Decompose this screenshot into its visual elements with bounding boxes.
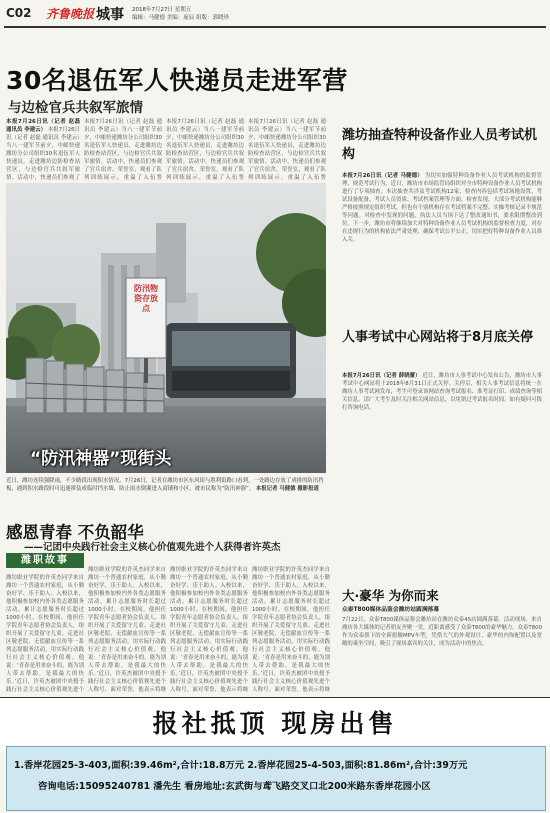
right-headline-1: 潍坊抽查特种设备作业人员考试机构 (342, 128, 538, 162)
feature-col-3: 潍坊职业学院的许英杰同学来自潍坊一个普通农村家庭，从小勤奋好学、乐于助人。入校以来，他积极参加校内外各类志愿服务活动，累计志愿服务时长超过1000小时。在校期间，他担任学院青年志愿者协会负责人，组织开展了关爱留守儿童、走进社区敬老院、无偿献血宣传等一系列志愿服务活动，用实际行动践行社会主义核心价值观。他说：‘青春是用来奋斗的，能为别人带去帮助，是我最大的快乐。’近日，许英杰被团中央授予践行社会主义核心价值观先进个人称号。面对荣誉，他表示将继 (170, 567, 248, 692)
feature-title: 感恩青春 不负韶华 (6, 523, 144, 542)
photo-caption-text: 近日，潍坊连续强降雨，不少路段出现积水情况。7月26日，记者在潍坊市区东风街与胜利街路口看到，一处路边存放了成排的防汛挡板，遇到积水路段时可迅速拼装成临时挡水墙，防止雨水倒灌进入商铺和小区，被市民称为“防汛神器”。 (6, 478, 324, 492)
right-story-1-body (342, 172, 542, 322)
news-photo (6, 183, 326, 473)
right-story-1-byline: 本报7月26日讯（记者 马健德） (342, 173, 423, 179)
main-body: 本报7月26日讯（记者 赵磊 通讯员 李建云）当八一建军节前夕，中邮快递潍坊分公司组织30名退伍军人快递员，走进潍坊边防检查站营区，与边检官兵共叙军旅情。活动中，快递员们参观了官兵宿舍、荣誉室，观看了队列训练展示，重温了入伍誓 (248, 119, 326, 180)
right-headline-2: 人事考试中心网站将于8月底关停 (342, 330, 534, 345)
page-number: C02 (6, 6, 32, 20)
right-story-3-body: 7月22日，众泰T800媒体品鉴会潍坊站在潍坊众泰4S店圆满落幕。活动现场，来自潍坊各大媒体的记者朋友齐聚一堂，近距离感受了众泰T800的豪华魅力。众泰T800作为众泰旗下的全新旗舰MPV车型，凭借大气的外观设计、豪华的内饰配置以及宽敞的乘坐空间，吸引了现场嘉宾的关注，成为活动中的焦点。 (342, 617, 542, 647)
ad-title: 报社抵顶 现房出售 (152, 709, 398, 738)
section-name: 城事 (96, 7, 124, 23)
feature-col-2: 潍坊职业学院的许英杰同学来自潍坊一个普通农村家庭，从小勤奋好学、乐于助人。入校以来，他积极参加校内外各类志愿服务活动，累计志愿服务时长超过1000小时。在校期间，他担任学院青年志愿者协会负责人，组织开展了关爱留守儿童、走进社区敬老院、无偿献血宣传等一系列志愿服务活动，用实际行动践行社会主义核心价值观。他说：‘青春是用来奋斗的，能为别人带去帮助，是我最大的快乐。’近日，许英杰被团中央授予践行社会主义核心价值观先进个人称号。面对荣誉，他表示将继 (88, 567, 166, 692)
main-story-col-3 (166, 118, 244, 180)
main-subhead: 与边检官兵共叙军旅情 (8, 100, 143, 116)
right-subhead-3: 众泰T800媒体品鉴会潍坊站圆满落幕 (342, 607, 440, 613)
photo-title: “防汛神器”现街头 (30, 449, 172, 469)
photo-sign-text: 防汛物资存放点 (134, 284, 158, 313)
photo-caption (6, 478, 324, 493)
right-story-1-text: 为切实加强特种设备作业人员考试机构的监督管理，规范考试行为，近日，潍坊市市场监管局组织对全市特种设备作业人员考试机构进行了专项抽查。本次抽查共涉及考试机构12家，检查内容包括考试场地设置、考试设备配备、考试人员资质、考试档案管理等方面。检查发现，大部分考试机构能够严格按照规定组织考试，但也有个别机构存在考试档案不完整、实操考核记录不规范等问题。对检查中发现的问题，执法人员当场下达了整改通知书，要求限期整改到位。下一步，潍坊市将继续加大对特种设备作业人员考试机构的监督检查力度，对存在违规行为的机构依法严肃处理，确保考试公平公正，切实把好特种设备作业人员准入关。 (342, 173, 542, 243)
main-body: 本报7月26日讯（记者 赵磊 通讯员 李建云）当八一建军节前夕，中邮快递潍坊分公司组织30名退伍军人快递员，走进潍坊边防检查站营区，与边检官兵共叙军旅情。活动中，快递员们参观了官兵宿舍、荣誉室，观看了队列训练展示，重温了入伍誓 (84, 119, 162, 180)
main-body: 本报7月26日讯（记者 赵磊 通讯员 李建云）当八一建军节前夕，中邮快递潍坊分公司组织30名退伍军人快递员，走进潍坊边防检查站营区，与边检官兵共叙军旅情。活动中，快递员们参观了官兵宿舍、荣誉室，观看了队列训练展示，重温了入伍誓 (166, 119, 244, 180)
flood-barrier-photo (6, 183, 326, 473)
main-story-col-2 (84, 118, 162, 180)
right-story-2-body (342, 372, 542, 578)
main-body: 本报7月26日讯（记者 赵磊 通讯员 李建云）当八一建军节前夕，中邮快递潍坊分公司组织30名退伍军人快递员，走进潍坊边防检查站营区，与边检官兵共叙军旅情。活动中，快递员们参观了 (6, 127, 80, 180)
main-story-col-4 (248, 118, 326, 180)
ad-contact-line: 咨询电话:15095240781 潘先生 看房地址:玄武街与鸢飞路交叉口北200米路东香岸花园小区 (38, 781, 431, 792)
feature-col-4: 潍坊职业学院的许英杰同学来自潍坊一个普通农村家庭，从小勤奋好学、乐于助人。入校以来，他积极参加校内外各类志愿服务活动，累计志愿服务时长超过1000小时。在校期间，他担任学院青年志愿者协会负责人，组织开展了关爱留守儿童、走进社区敬老院、无偿献血宣传等一系列志愿服务活动，用实际行动践行社会主义核心价值观。他说：‘青春是用来奋斗的，能为别人带去帮助，是我最大的快乐。’近日，许英杰被团中央授予践行社会主义核心价值观先进个人称号。面对荣誉，他表示将继 (252, 567, 330, 692)
main-byline: 本报7月26日讯（记者 赵磊 通讯员 李建云） (6, 119, 80, 133)
main-story-col-1 (6, 118, 80, 180)
issue-date: 2018年7月27日 星期五 (132, 7, 192, 13)
ad-listing-line: 1.香岸花园25-3-403,面积:39.46m²,合计:18.8万元 2.香岸花园25-4-503,面积:81.86m²,合计:39万元 (14, 760, 468, 771)
right-story-2-byline: 本报7月26日讯（记者 薛晓蕾） (342, 373, 421, 379)
editor-credits: 编辑：马健德 美编：庞辰 组版：郭晓珍 (132, 15, 229, 21)
header-rule (4, 26, 546, 28)
newspaper-masthead: 齐鲁晚报 (46, 7, 95, 21)
right-headline-3: 大·豪华 为你而来 (342, 588, 439, 603)
feature-col-1: 潍坊职业学院的许英杰同学来自潍坊一个普通农村家庭，从小勤奋好学、乐于助人。入校以来，他积极参加校内外各类志愿服务活动，累计志愿服务时长超过1000小时。在校期间，他担任学院青年志愿者协会负责人，组织开展了关爱留守儿童、走进社区敬老院、无偿献血宣传等一系列志愿服务活动，用实际行动践行社会主义核心价值观。他说：‘青春是用来奋斗的，能为别人带去帮助，是我最大的快乐。’近日，许英杰被团中央授予践行社会主义核心价值观先进个 (6, 575, 84, 692)
photo-credit: 本报记者 马健德 摄影报道 (255, 485, 319, 492)
column-badge: 潍职故事 (6, 553, 84, 568)
right-story-2-text: 近日，潍坊市人事考试中心发布公告，潍坊市人事考试中心网站将于2018年8月31日正式关停。关停后，相关人事考试信息将统一在潍坊人事考试网发布，考生可登录该网站查询考试报名、准考证打印、成绩查询等相关信息。请广大考生及时关注相关网站信息，以免错过考试报名时间。如有疑问可拨打咨询电话。 (342, 373, 542, 411)
feature-subtitle: ——记团中央践行社会主义核心价值观先进个人获得者许英杰 (24, 542, 281, 553)
main-headline: 30名退伍军人快递员走进军营 (6, 66, 348, 95)
